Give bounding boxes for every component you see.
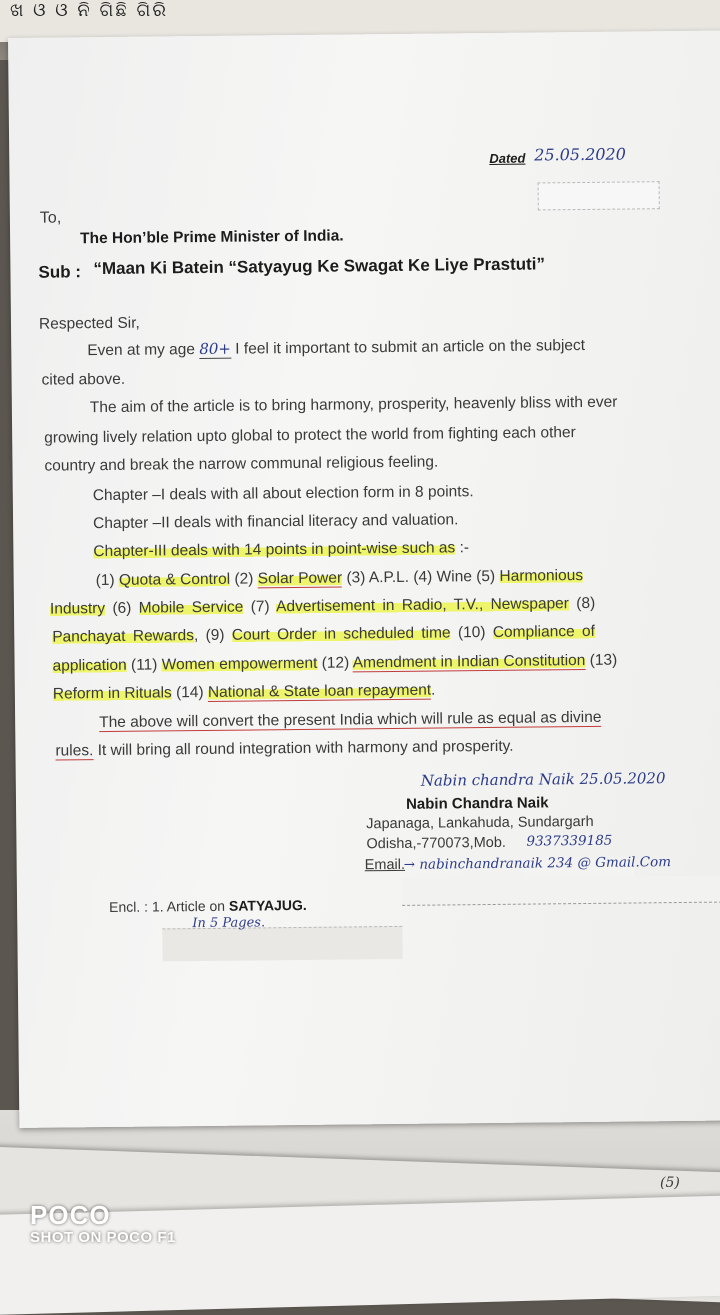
salutation: Respected Sir, xyxy=(38,314,140,333)
point-number: (11) xyxy=(130,656,158,674)
letter-page xyxy=(8,30,720,1127)
watermark-caption: SHOT ON POCO F1 xyxy=(30,1229,176,1246)
point-number: (6) xyxy=(112,599,132,617)
points-line2 xyxy=(50,595,595,619)
enclosure-note-box xyxy=(162,926,402,962)
points-line5 xyxy=(53,682,436,704)
point-industry: Industry xyxy=(49,600,106,618)
chapter-2: Chapter –II deals with financial literacy and valuation. xyxy=(93,511,459,533)
sender-address1: Japanaga, Lankahuda, Sundargarh xyxy=(366,813,594,833)
date-stamp-box xyxy=(538,181,660,210)
point-number: (1) xyxy=(95,571,115,590)
email-label: Email. xyxy=(364,856,406,874)
watermark-brand: POCO xyxy=(30,1200,111,1230)
point-advertisement: Advertisement in Radio, T.V., Newspaper xyxy=(275,595,570,616)
sender-address2: Odisha,-770073,Mob. xyxy=(366,834,506,853)
point-number: (3) A.P.L. (4) Wine (5) xyxy=(346,567,496,587)
date-label: Dated xyxy=(489,150,526,166)
point-quota-control: Quota & Control xyxy=(118,570,231,589)
point-harmonious: Harmonious xyxy=(499,567,584,585)
point-number: (10) xyxy=(457,624,486,642)
closing-line1 xyxy=(99,709,601,732)
sender-name: Nabin Chandra Naik xyxy=(405,794,549,813)
point-number: (14) xyxy=(175,683,204,702)
chapter-3-tail: :- xyxy=(455,539,470,557)
points-line3 xyxy=(52,623,595,647)
point-end: . xyxy=(431,681,436,699)
points-line4 xyxy=(52,652,617,676)
point-court-order: Court Order in scheduled time xyxy=(231,624,451,644)
para2-line1: The aim of the article is to bring harmony, prosperity, heavenly bliss with ever xyxy=(89,393,618,417)
point-number: , (9) xyxy=(193,626,225,645)
enclosure-line xyxy=(109,897,307,915)
closing-line1-text: The above will convert the present India which will rule as equal as divine xyxy=(99,708,602,732)
recipient: The Hon’ble Prime Minister of India. xyxy=(80,227,344,248)
point-number: (13) xyxy=(589,651,618,669)
point-loan-repayment: National & State loan repayment xyxy=(207,681,432,701)
date-value: 25.05.2020 xyxy=(534,144,626,165)
email-address: → nabinchandranaik 234 @ Gmail.Com xyxy=(403,854,672,873)
point-solar-power: Solar Power xyxy=(257,569,343,588)
points-line1 xyxy=(96,567,584,590)
para1-line2: cited above. xyxy=(41,370,126,389)
point-women-empowerment: Women empowerment xyxy=(161,654,318,674)
age-handwritten: 80+ xyxy=(199,339,232,359)
handwritten-signature: Nabin chandra Naik 25.05.2020 xyxy=(420,769,666,790)
camera-watermark xyxy=(30,1200,176,1246)
point-panchayat-rewards: Panchayat Rewards xyxy=(52,627,195,646)
email-box xyxy=(402,875,720,905)
point-application: application xyxy=(52,656,127,675)
para1-a: Even at my age xyxy=(87,341,196,360)
enclosure-subject: SATYAJUG. xyxy=(228,896,307,914)
para1-line1 xyxy=(87,336,585,360)
closing-rules: rules. xyxy=(55,742,94,760)
closing-line2 xyxy=(55,738,513,761)
point-number: (7) xyxy=(250,598,270,616)
point-reform-rituals: Reform in Rituals xyxy=(52,684,172,703)
corner-page-mark: (5) xyxy=(660,1175,680,1191)
point-mobile-service: Mobile Service xyxy=(138,598,244,617)
enclosure-pages: In 5 Pages. xyxy=(192,915,266,932)
para1-b: I feel it important to submit an article on the subject xyxy=(235,336,586,358)
to-line: To, xyxy=(39,209,62,227)
chapter-3-highlight: Chapter-III deals with 14 points in point-wise such as xyxy=(93,539,456,561)
mobile-number: 9337339185 xyxy=(526,832,613,850)
para2-line2: growing lively relation upto global to protect the world from fighting each other xyxy=(44,424,576,447)
point-amendment: Amendment in Indian Constitution xyxy=(352,651,586,672)
subject-text: “Maan Ki Batein “Satyayug Ke Swagat Ke Liye Prastuti” xyxy=(93,254,546,279)
point-compliance: Compliance of xyxy=(492,622,595,641)
chapter-3 xyxy=(93,539,469,561)
point-number: (12) xyxy=(321,654,350,672)
point-number: (8) xyxy=(576,594,596,613)
chapter-1: Chapter –I deals with all about election form in 8 points. xyxy=(92,483,474,505)
point-number: (2) xyxy=(234,570,254,588)
subject-label: Sub : xyxy=(38,262,82,282)
para2-line3: country and break the narrow communal religious feeling. xyxy=(44,453,439,475)
closing-line2-text: It will bring all round integration with harmony and prosperity. xyxy=(97,737,514,760)
top-fragment-text: ଖ ଓ ଓ ନି ଗିଛି ଗିରି xyxy=(10,0,168,21)
enclosure-label: Encl. : 1. Article on xyxy=(109,897,226,915)
